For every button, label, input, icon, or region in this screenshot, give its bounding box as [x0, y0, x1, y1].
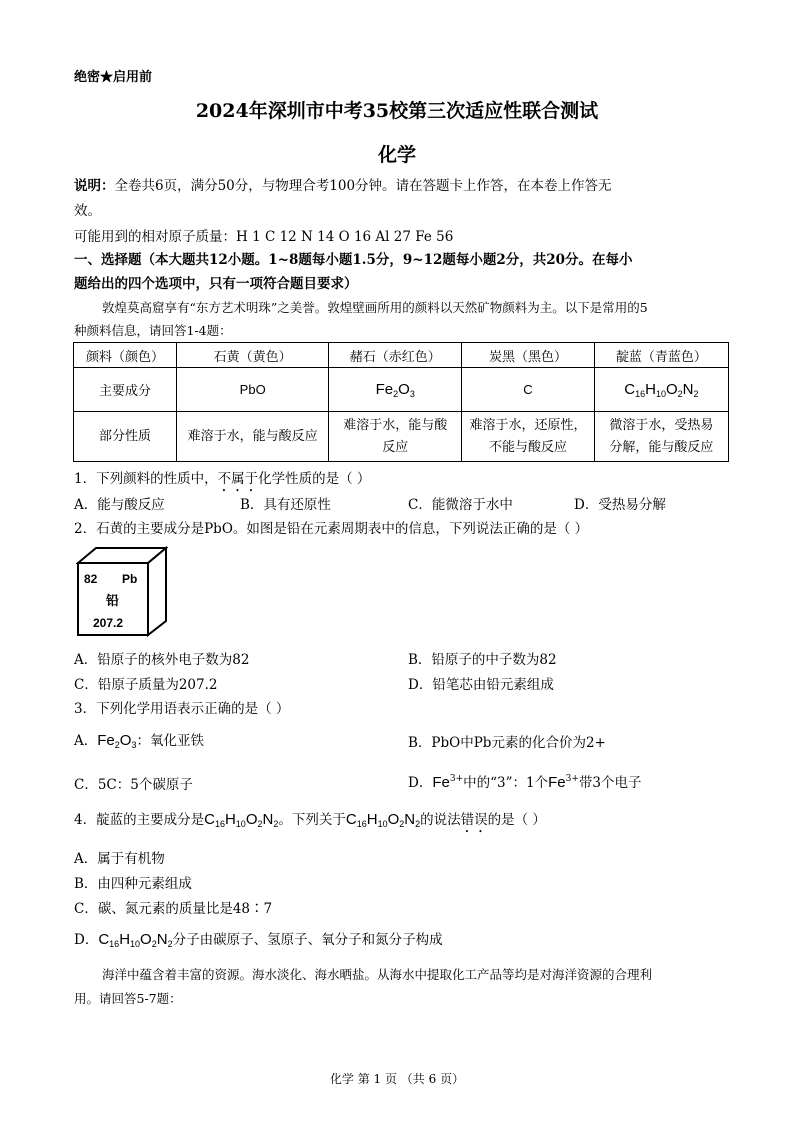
q2-option-c: C．铅原子质量为207.2 [74, 677, 218, 693]
passage1-line2: 种颜料信息，请回答1-4题： [74, 323, 232, 338]
table-header-cell: 赭石（赤红色） [329, 343, 462, 368]
q3-option-a: A．$Fe_2O_3$：氧化亚铁 [74, 732, 204, 750]
q3-option-d: D．$Fe^{3+}$中的“3”：1个$Fe^{3+}$带3个电子 [408, 774, 642, 791]
q2-option-b: B．铅原子的中子数为82 [408, 652, 557, 668]
table-row-label: 部分性质 [74, 412, 177, 462]
table-header-cell: 炭黑（黑色） [462, 343, 595, 368]
instructions-line1: 说明：全卷共6页，满分50分，与物理合考100分钟。请在答题卡上作答，在本卷上作答无 [74, 178, 612, 194]
element-symbol: Pb [122, 572, 138, 586]
element-name: 铅 [106, 594, 120, 609]
instructions-line2: 效。 [74, 203, 101, 219]
q1-option-c: C．能微溶于水中 [408, 497, 513, 513]
q2-option-d: D．铅笔芯由铅元素组成 [408, 677, 554, 693]
question-3-stem: 3．下列化学用语表示正确的是（ ） [74, 701, 290, 717]
q1-option-b: B．具有还原性 [240, 497, 331, 513]
q4-option-c: C．碳、氮元素的质量比是48∶7 [74, 901, 273, 917]
table-row [74, 368, 729, 412]
section1-heading-line2: 题给出的四个选项中，只有一项符合题目要求） [74, 276, 358, 292]
passage1-line1: 敦煌莫高窟享有“东方艺术明珠”之美誉。敦煌壁画所用的颜料以天然矿物颜料为主。以下是常用的5 [102, 300, 648, 315]
q4-option-d: D．$C_{16}H_{10}O_2N_2$分子由碳原子、氢原子、氧分子和氮分子构成 [74, 931, 443, 949]
table-header-row [74, 343, 729, 368]
lead-element-card [76, 545, 168, 637]
confidential-label: 绝密★启用前 [74, 70, 153, 85]
subject-title: 化学 [377, 144, 416, 166]
exam-title: 2024年深圳市中考35校第三次适应性联合测试 [195, 100, 599, 122]
table-header-cell: 靛蓝（青蓝色） [594, 343, 728, 368]
table-header-cell: 石黄（黄色） [177, 343, 329, 368]
q3-option-b: B．PbO中Pb元素的化合价为2+ [408, 735, 606, 751]
question-4-stem: 4．靛蓝的主要成分是$C_{16}H_{10}O_2N_2$。下列关于$C_{16}H_{10}O_2N_2$的说法错误的是（ ） [74, 811, 546, 829]
table-row [74, 412, 729, 462]
table-header-cell: 颜料（颜色） [74, 343, 177, 368]
table-cell: PbO [177, 368, 329, 412]
q2-option-a: A．铅原子的核外电子数为82 [74, 652, 250, 668]
atomic-masses: 可能用到的相对原子质量：H 1 C 12 N 14 O 16 Al 27 Fe 56 [74, 229, 454, 245]
table-cell: 难溶于水，能与酸 反应 [329, 412, 462, 462]
question-2-stem: 2．石黄的主要成分是PbO。如图是铅在元素周期表中的信息，下列说法正确的是（ ） [74, 521, 589, 537]
q4-option-a: A．属于有机物 [74, 851, 165, 867]
passage2-line1: 海洋中蕴含着丰富的资源。海水淡化、海水晒盐。从海水中提取化工产品等均是对海洋资源的合理利 [102, 967, 653, 982]
table-row-label: 主要成分 [74, 368, 177, 412]
table-cell-formula: $C_{16}H_{10}O_2N_2$ [594, 368, 728, 412]
table-cell: 难溶于水，还原性， 不能与酸反应 [462, 412, 595, 462]
q3-option-c: C．5C：5个碳原子 [74, 777, 193, 793]
passage2-line2: 用。请回答5-7题： [74, 991, 182, 1006]
element-number: 82 [84, 572, 98, 586]
table-cell: C [462, 368, 595, 412]
page-footer: 化学 第 1 页 （共 6 页） [329, 1072, 465, 1086]
question-1-stem: 1．下列颜料的性质中，不属于化学性质的是（ ） [74, 471, 371, 487]
table-cell: 难溶于水，能与酸反应 [177, 412, 329, 462]
section1-heading-line1: 一、选择题（本大题共12小题。1~8题每小题1.5分，9~12题每小题2分，共20分。在每小 [74, 252, 633, 268]
q1-option-d: D．受热易分解 [574, 497, 666, 513]
table-cell: 微溶于水，受热易 分解，能与酸反应 [594, 412, 728, 462]
q1-option-a: A．能与酸反应 [74, 497, 165, 513]
element-mass: 207.2 [93, 616, 124, 630]
pigment-table [73, 342, 729, 462]
table-cell-formula: $Fe_2O_3$ [329, 368, 462, 412]
q4-option-b: B．由四种元素组成 [74, 876, 192, 892]
